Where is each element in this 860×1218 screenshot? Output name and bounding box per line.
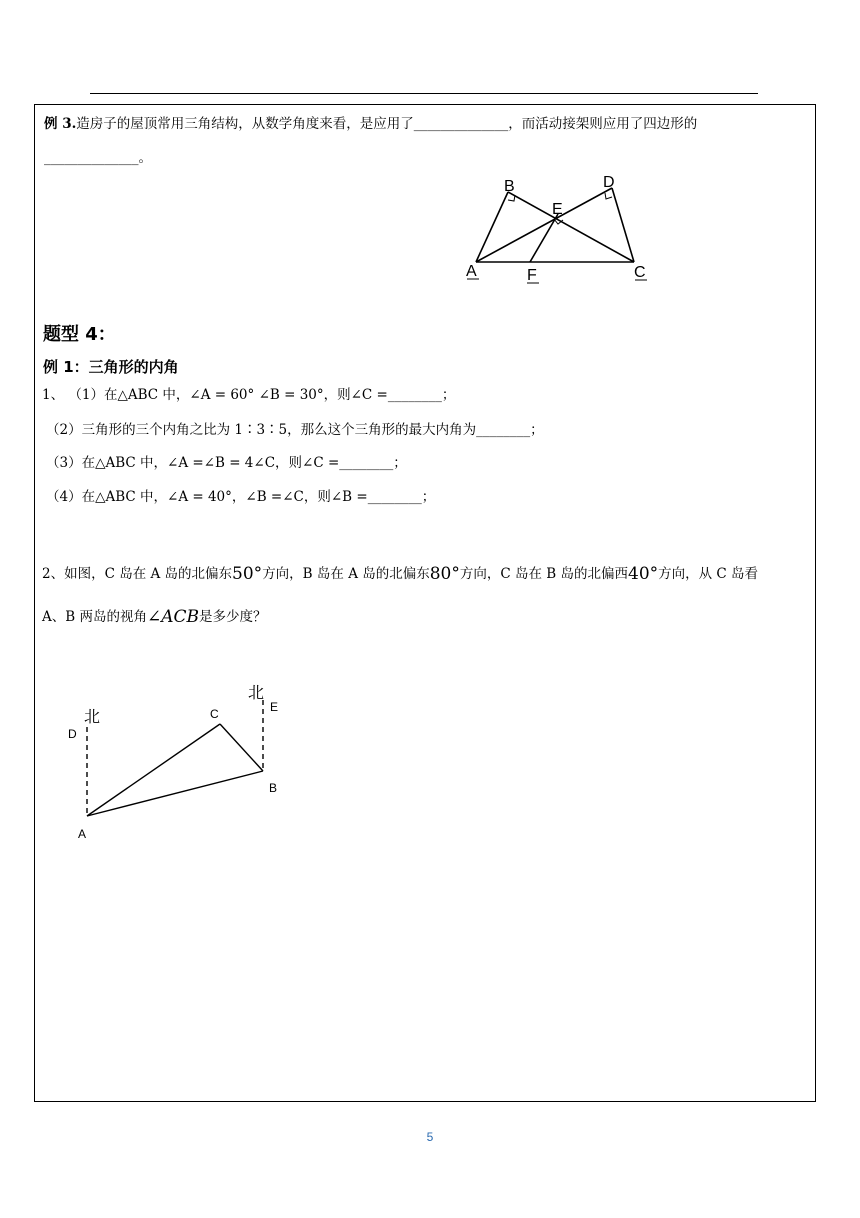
page-number: 5 [426,1130,434,1144]
example3-line2: ______________。 [44,150,152,166]
north-label-right: 北 [248,685,265,702]
header-rule [90,93,758,94]
label-e: E [552,201,563,218]
example3-text: 造房子的屋顶常用三角结构，从数学角度来看，是应用了______________，而活动接架则应用了四边形的 [76,116,698,132]
north-label-left: 北 [84,709,101,726]
problem2-line2: A、B 两岛的视角∠ACB是多少度？ [42,607,267,627]
problem2-line1: 2、如图，C 岛在 A 岛的北偏东50°方向，B 岛在 A 岛的北偏东80°方向，C 岛在 B 岛的北偏西40°方向，从 C 岛看 [42,564,759,584]
label-a: A [78,827,87,841]
label-a: A [466,263,477,280]
content-frame [34,104,816,1102]
figure-islands [60,675,300,845]
segment-fe [530,214,558,262]
problem1-q4: （4）在△ABC 中，∠A = 40°，∠B =∠C，则∠B =________； [46,489,436,505]
section-title: 题型 4： [43,324,116,345]
label-d: D [68,727,77,741]
segment-ac [87,724,220,816]
problem1-q1: 1、 （1）在△ABC 中，∠A = 60° ∠B = 30°，则∠C =________； [42,387,456,403]
label-c: C [634,264,646,281]
problem1-q3: （3）在△ABC 中，∠A =∠B = 4∠C，则∠C =________； [46,455,407,471]
label-b: B [504,178,515,195]
segment-ad [476,188,612,262]
angle-80: 80° [429,564,460,584]
figure-triangles [455,170,665,290]
segment-ab [87,771,263,816]
right-angle-d [605,193,612,199]
label-f: F [527,267,537,284]
label-c: C [210,707,219,721]
segment-cb [220,724,263,771]
label-b: B [269,781,278,795]
angle-50: 50° [232,564,263,584]
example3-label: 例 3. [44,116,77,132]
problem1-q2: （2）三角形的三个内角之比为 1∶3∶5，那么这个三角形的最大内角为________； [46,422,544,438]
example1-title: 例 1：三角形的内角 [43,358,179,376]
segment-bc [508,192,634,262]
example3-line1 [44,114,697,134]
label-d: D [603,174,615,191]
label-e: E [270,700,279,714]
angle-40: 40° [628,564,659,584]
segment-ab [476,192,508,262]
angle-acb: ∠ACB [146,607,199,627]
